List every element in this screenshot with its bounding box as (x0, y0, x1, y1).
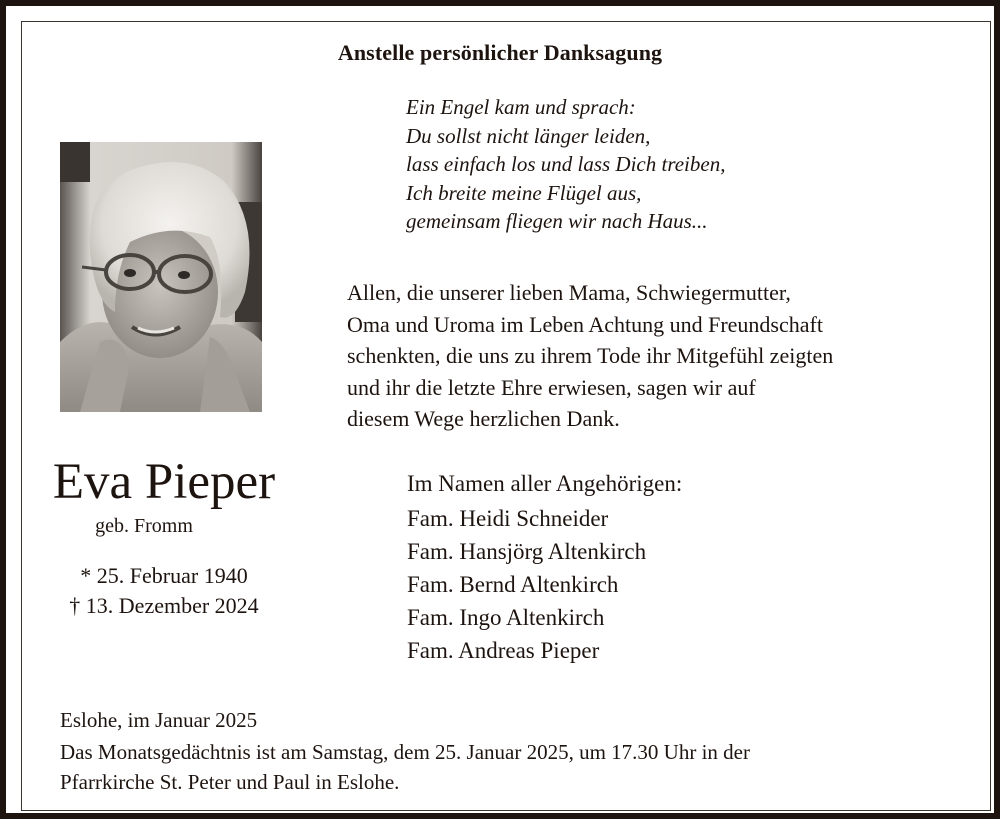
poem-line: lass einfach los und lass Dich treiben, (406, 152, 726, 176)
memorial-line: Das Monatsgedächtnis ist am Samstag, dem 25. Januar 2025, um 17.30 Uhr in der (60, 740, 750, 764)
notice-heading: Anstelle persönlicher Danksagung (337, 40, 663, 65)
family-member: Fam. Bernd Altenkirch (407, 572, 619, 597)
family-member: Fam. Ingo Altenkirch (407, 605, 605, 630)
footer (60, 705, 750, 797)
maiden-name: geb. Fromm (95, 515, 193, 537)
family-heading: Im Namen aller Angehörigen: (407, 471, 683, 496)
poem-line: Ich breite meine Flügel aus, (406, 180, 642, 205)
family-member: Fam. Andreas Pieper (407, 638, 600, 663)
portrait-image-icon (60, 142, 262, 412)
death-date: † 13. Dezember 2024 (69, 593, 259, 618)
family-signatures (407, 467, 682, 667)
place-date: Eslohe, im Januar 2025 (60, 708, 258, 732)
deceased-info (20, 452, 308, 621)
family-member: Fam. Hansjörg Altenkirch (407, 539, 647, 564)
thanks-line: diesem Wege herzlichen Dank. (347, 406, 620, 431)
deceased-name: Eva Pieper (52, 454, 276, 510)
poem-line: Du sollst nicht länger leiden, (406, 123, 651, 148)
life-dates (20, 561, 308, 621)
birth-date: * 25. Februar 1940 (80, 563, 248, 588)
thanks-line: schenkten, die uns zu ihrem Tode ihr Mitgefühl zeigten (347, 343, 834, 368)
thanks-line: und ihr die letzte Ehre erwiesen, sagen wir auf (347, 374, 756, 400)
thanks-text (347, 277, 833, 435)
portrait-photo (60, 142, 262, 412)
poem (406, 93, 725, 236)
family-member: Fam. Heidi Schneider (407, 506, 609, 531)
poem-line: gemeinsam fliegen wir nach Haus... (406, 209, 708, 233)
thanks-line: Allen, die unserer lieben Mama, Schwiegermutter, (347, 280, 791, 305)
thanks-line: Oma und Uroma im Leben Achtung und Freundschaft (347, 311, 823, 337)
memorial-line: Pfarrkirche St. Peter und Paul in Eslohe. (60, 770, 400, 794)
poem-line: Ein Engel kam und sprach: (406, 95, 636, 119)
